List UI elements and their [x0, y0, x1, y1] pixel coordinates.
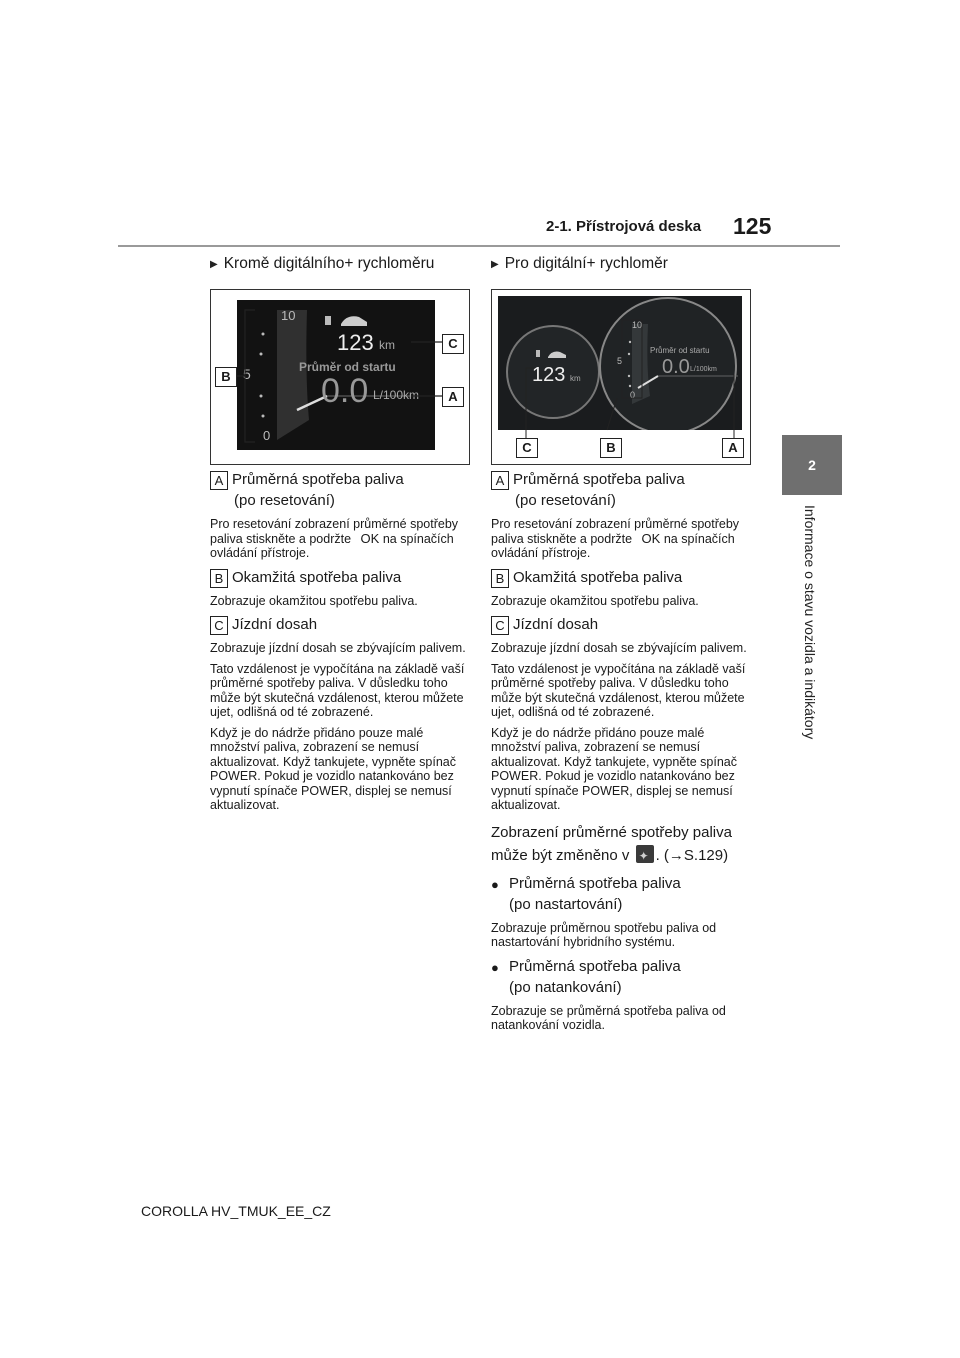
triangle-icon: ▶ — [210, 258, 218, 270]
item-c-desc3: Když je do nádrže přidáno pouze malé množství paliva, zobrazení se nemusí aktualizovat. Když tankujete, vypněte spínač POWER. Pokud je vozidlo natankováno bez vypnutí spínače POWER, displej se nemusí aktualizovat. — [210, 725, 456, 812]
item-a-title: Průměrná spotřeba paliva — [232, 471, 404, 488]
item-a-subtitle: (po resetování) — [234, 492, 335, 509]
left-column — [210, 255, 470, 819]
r-item-c-desc1: Zobrazuje jízdní dosah se zbývajícím palivem. — [491, 641, 747, 655]
settings-gear-icon — [636, 845, 654, 863]
r-label-c: C — [491, 616, 509, 635]
label-c: C — [210, 616, 228, 635]
right-column — [491, 255, 751, 1039]
r-item-b — [491, 567, 751, 588]
left-figure — [210, 289, 470, 465]
change-note-ref: . (→S.129) — [655, 846, 729, 864]
tick-5: 5 — [243, 366, 251, 382]
item-c-desc2: Tato vzdálenost je vypočítána na základě vaší průměrné spotřeby paliva. V důsledku toho může být skutečná vzdálenost, kterou můžete ujet, odlišná od té zobrazené. — [210, 661, 465, 719]
bullet-icon: ● — [491, 876, 499, 892]
bullet-after-start-title: Průměrná spotřeba paliva — [509, 874, 681, 892]
r-item-a-title: Průměrná spotřeba paliva — [513, 471, 685, 488]
right-heading-text: Pro digitální+ rychloměr — [504, 255, 668, 272]
item-c — [210, 614, 470, 635]
chapter-title: Informace o stavu vozidla a indikátory — [802, 505, 818, 740]
tick-10: 10 — [281, 308, 296, 323]
r-avg-unit: L/100km — [690, 366, 717, 373]
bullet-after-refuel-desc: Zobrazuje se průměrná spotřeba paliva od natankování vozidla. — [491, 1003, 726, 1032]
r-label-a: A — [491, 471, 509, 490]
r-item-a-desc — [491, 517, 751, 561]
change-note-line1: Zobrazení průměrné spotřeby paliva — [491, 823, 732, 841]
r-item-c-desc3: Když je do nádrže přidáno pouze malé množství paliva, zobrazení se nemusí aktualizovat. Když tankujete, vypněte spínač POWER. Pokud je vozidlo natankováno bez vypnutí spínače POWER, displej se nemusí aktualizovat. — [491, 725, 737, 812]
r-ok-key: OK — [641, 530, 661, 546]
r-tick-10: 10 — [632, 320, 643, 330]
callout-a: A — [442, 387, 464, 407]
bullet-after-start-subtitle: (po nastartování) — [509, 895, 623, 913]
r-item-c-title: Jízdní dosah — [513, 616, 599, 633]
chapter-tab — [782, 435, 842, 495]
bullet-icon: ● — [491, 959, 499, 975]
r-item-c-desc2: Tato vzdálenost je vypočítána na základě vaší průměrné spotřeby paliva. V důsledku toho může být skutečná vzdálenost, kterou můžete ujet, odlišná od té zobrazené. — [491, 661, 746, 719]
r-item-a-desc-text2: na spínačích ovládání přístroje. — [491, 531, 735, 560]
section-title: 2-1. Přístrojová deska — [546, 218, 702, 235]
r-tick-5: 5 — [617, 356, 623, 366]
item-a-desc-text: Pro resetování zobrazení průměrné spotřeby paliva stiskněte a podržte — [210, 517, 459, 546]
callout-b: B — [215, 367, 237, 387]
change-note — [491, 821, 751, 867]
r-item-a — [491, 469, 751, 511]
change-note-line2: může být změněno v — [491, 846, 630, 864]
r-callout-a: A — [722, 438, 744, 458]
bullet-after-start — [491, 873, 751, 915]
footer-model: COROLLA HV_TMUK_EE_CZ — [141, 1203, 331, 1219]
left-callout-lines — [211, 290, 469, 464]
r-item-a-subtitle: (po resetování) — [515, 492, 616, 509]
bullet-after-refuel — [491, 956, 751, 998]
item-b-title: Okamžitá spotřeba paliva — [232, 568, 402, 586]
left-heading — [210, 255, 470, 273]
avg-title: Průměr od startu — [299, 360, 396, 374]
bullet-after-refuel-subtitle: (po natankování) — [509, 978, 622, 996]
triangle-icon: ▶ — [491, 258, 499, 270]
header-rule — [118, 245, 840, 247]
range-unit: km — [379, 338, 395, 352]
r-callout-b: B — [600, 438, 622, 458]
r-callout-c: C — [516, 438, 538, 458]
item-b-desc: Zobrazuje okamžitou spotřebu paliva. — [210, 593, 418, 608]
page-number: 125 — [733, 213, 772, 239]
label-a: A — [210, 471, 228, 490]
chapter-number: 2 — [808, 457, 816, 473]
tick-0: 0 — [263, 428, 271, 443]
r-avg-title: Průměr od startu — [650, 346, 710, 355]
item-b — [210, 567, 470, 588]
r-avg-value: 0.0 — [662, 356, 690, 378]
item-c-desc1: Zobrazuje jízdní dosah se zbývajícím palivem. — [210, 641, 466, 655]
r-item-a-desc-text: Pro resetování zobrazení průměrné spotřeby paliva stiskněte a podržte — [491, 517, 740, 546]
r-range-value: 123 — [532, 364, 566, 386]
r-item-b-title: Okamžitá spotřeba paliva — [513, 568, 683, 586]
range-value: 123 — [337, 330, 374, 355]
callout-c: C — [442, 334, 464, 354]
label-b: B — [210, 569, 228, 588]
bullet-after-refuel-title: Průměrná spotřeba paliva — [509, 957, 681, 975]
avg-unit: L/100km — [373, 388, 420, 402]
bullet-after-start-desc: Zobrazuje průměrnou spotřebu paliva od nastartování hybridního systému. — [491, 920, 717, 949]
right-heading — [491, 255, 751, 273]
r-label-b: B — [491, 569, 509, 588]
item-a — [210, 469, 470, 511]
ok-key: OK — [360, 530, 380, 546]
left-heading-text: Kromě digitálního+ rychloměru — [223, 255, 435, 272]
r-tick-0: 0 — [630, 390, 636, 400]
r-item-b-desc: Zobrazuje okamžitou spotřebu paliva. — [491, 593, 699, 608]
item-a-desc-text2: na spínačích ovládání přístroje. — [210, 531, 454, 560]
item-c-title: Jízdní dosah — [232, 616, 318, 633]
avg-value: 0.0 — [321, 372, 369, 410]
right-figure — [491, 289, 751, 465]
r-item-c — [491, 614, 751, 635]
r-range-unit: km — [570, 374, 581, 383]
item-a-desc — [210, 517, 470, 561]
